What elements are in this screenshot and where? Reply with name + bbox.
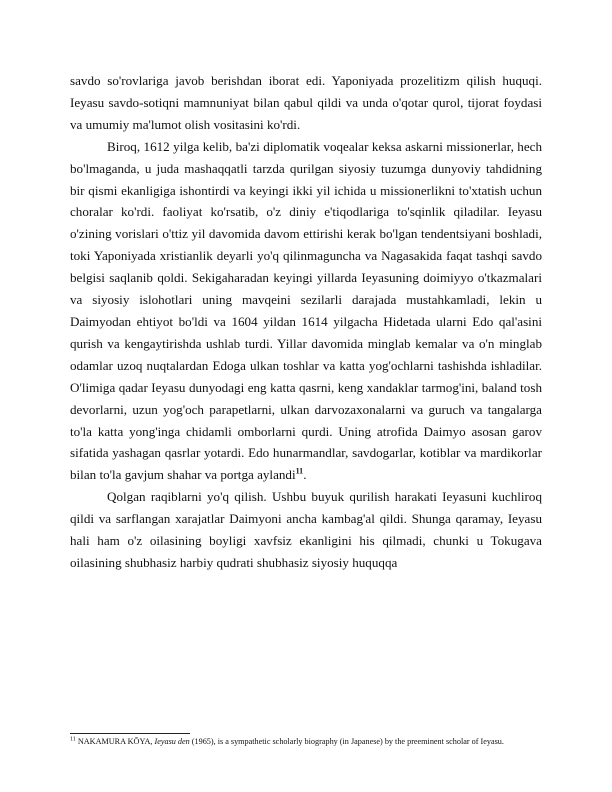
paragraph-3: Qolgan raqiblarni yo'q qilish. Ushbu buyuk qurilish harakati Ieyasuni kuchliroq qildi va sarflangan xarajatlar Daimyoni ancha kambag'al qildi. Shunga qaramay, Ieyasu hali ham o'z oilasining boyligi xavfsiz ekanligini his qilmadi, chunki u Tokugava oilasining shubhasiz harbiy qudrati shubhasiz siyosiy huquqqa xyxy=(70,489,542,570)
footnote-reference[interactable]: 11 xyxy=(295,466,304,476)
paragraph-2: Biroq, 1612 yilga kelib, ba'zi diplomatik voqealar keksa askarni missionerlar, hech bo'lmaganda, u juda mashaqqatli tarzda qurilgan siyosiy tuzumga dunyoviy tahdidning bir qismi ekanligiga ishontirdi va keyingi ikki yil ichida u missionerlikni to'xtatish uchun choralar ko'rdi. faoliyat ko'rsatib, o'z diniy e'tiqodlariga to'sqinlik qiladilar. Ieyasu o'zining vorislari o'ttiz yil davomida davom ettirishi kerak bo'lgan tendentsiyani boshladi, toki Yaponiyada xristianlik deyarli yo'q qilinmaguncha va Nagasakida faqat tashqi savdo belgisi saqlanib qoldi. Sekigaharadan keyingi yillarda Ieyasuning doimiyyo o'tkazmalari va siyosiy islohotlari uning mavqeini sezilarli darajada mustahkamladi, lekin u Daimyodan ehtiyot bo'ldi va 1604 yildan 1614 yilgacha Hidetada ularni Edo qal'asini qurish va kengaytirishda ushlab turdi. Yillar davomida minglab kemalar va o'n minglab odamlar uzoq nuqtalardan Edoga ulkan toshlar va katta yog'ochlarni tashishda ishladilar. O'limiga qadar Ieyasu dunyodagi eng katta qasrni, keng xandaklar tarmog'ini, baland tosh devorlarni, uzun yog'och parapetlarni, ulkan darvozaxonalarni va guruch va tangalarga to'la katta yong'inga chidamli omborlarni qurdi. Uning atrofida Daimyo asosan garov sifatida yashagan qasrlar yotardi. Edo hunarmandlar, savdogarlar, kotiblar va mardikorlar bilan to'la gavjum shahar va portga aylandi$^{11}$. xyxy=(70,138,542,483)
footnote-author: NAKAMURA KŌYA, xyxy=(77,737,153,746)
footnote-divider xyxy=(70,733,190,734)
footnote xyxy=(70,736,542,747)
paragraph-1: savdo so'rovlariga javob berishdan iborat edi. Yaponiyada prozelitizm qilish huquqi. Ieyasu savdo-sotiqni mamnuniyat bilan qabul qildi va unda o'qotar qurol, tijorat foydasi va umumiy ma'lumot olish vositasini ko'rdi. xyxy=(70,73,542,132)
footnote-title: Ieyasu den xyxy=(154,737,190,746)
body-text xyxy=(70,70,542,574)
footnote-description: (1965), is a sympathetic scholarly biography (in Japanese) by the preeminent scholar of Ieyasu. xyxy=(191,737,504,746)
paragraph-2-text: Biroq, 1612 yilga kelib, ba'zi diplomatik voqealar keksa askarni missionerlar, hech bo'lmaganda, u juda mashaqqatli tarzda qurilgan siyosiy tuzumga dunyoviy tahdidning bir qismi ekanligiga ishontirdi va keyingi ikki yil ichida u missionerlikni to'xtatish uchun choralar ko'rdi. faoliyat ko'rsatib, o'z diniy e'tiqodlariga to'sqinlik qiladilar. Ieyasu o'zining vorislari o'ttiz yil davomida davom ettirishi kerak bo'lgan tendentsiyani boshladi, toki Yaponiyada xristianlik deyarli yo'q qilinmaguncha va Nagasakida faqat tashqi savdo belgisi saqlanib qoldi. Sekigaharadan keyingi yillarda Ieyasuning doimiyyo o'tkazmalari va siyosiy islohotlari uning mavqeini sezilarli darajada mustahkamladi, lekin u Daimyodan ehtiyot bo'ldi va 1604 yildan 1614 yilgacha Hidetada ularni Edo qal'asini qurish va kengaytirishda ushlab turdi. Yillar davomida minglab kemalar va o'n minglab odamlar uzoq nuqtalardan Edoga ulkan toshlar va katta yog'ochlarni tashishda ishladilar. O'limiga qadar Ieyasu dunyodagi eng katta qasrni, keng xandaklar tarmog'ini, baland tosh devorlarni, uzun yog'och parapetlarni, ulkan darvozaxonalarni va guruch va tangalarga to'la katta yong'inga chidamli omborlarni qurdi. Uning atrofida Daimyo asosan garov sifatida yashagan qasrlar yotardi. Edo hunarmandlar, savdogarlar, kotiblar va mardikorlar bilan to'la gavjum shahar va portga aylandi xyxy=(70,138,542,483)
footnote-number: 11 xyxy=(70,736,76,743)
